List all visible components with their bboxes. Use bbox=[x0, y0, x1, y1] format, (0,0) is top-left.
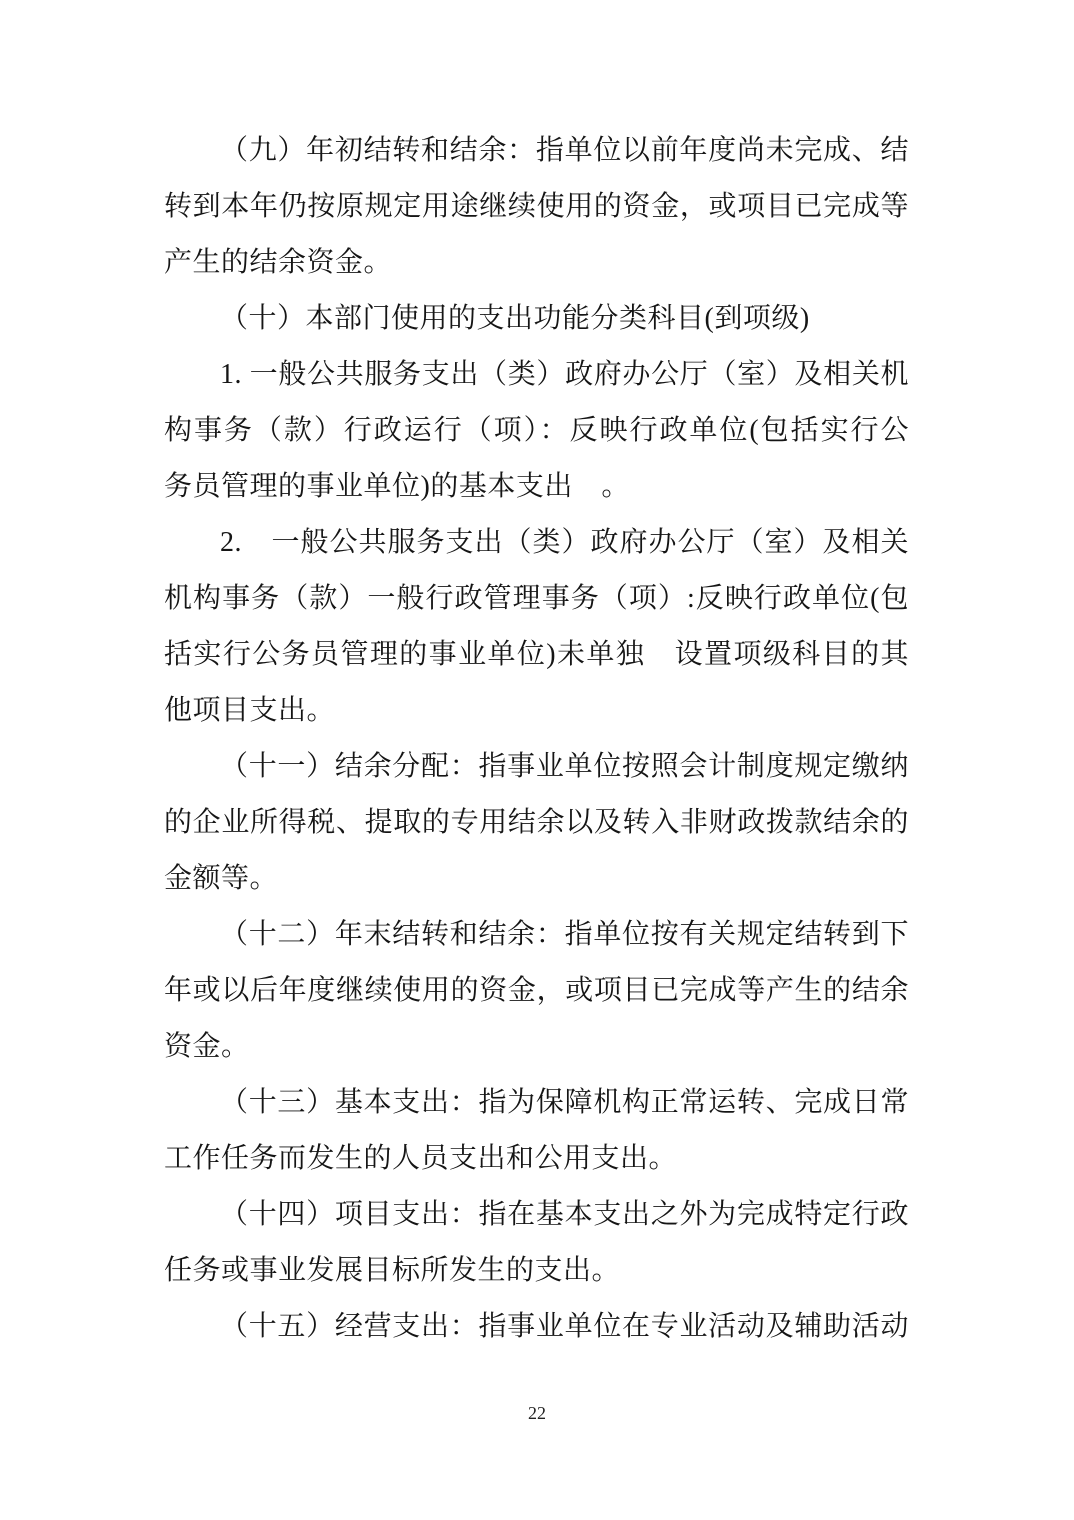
text-line: 2. 一般公共服务支出（类）政府办公厅（室）及相关 bbox=[220, 527, 909, 558]
page-footer bbox=[0, 1403, 1074, 1424]
text-line: 转到本年仍按原规定用途继续使用的资金，或项目已完成等 bbox=[164, 191, 909, 222]
text-line: 工作任务而发生的人员支出和公用支出。 bbox=[164, 1143, 678, 1174]
text-line: 的企业所得税、提取的专用结余以及转入非财政拨款结余的 bbox=[164, 807, 909, 838]
text-line: （九）年初结转和结余：指单位以前年度尚未完成、结 bbox=[220, 135, 909, 166]
text-line: （十四）项目支出：指在基本支出之外为完成特定行政 bbox=[220, 1199, 909, 1230]
page-number: 22 bbox=[528, 1403, 546, 1423]
text-line: （十一）结余分配：指事业单位按照会计制度规定缴纳 bbox=[220, 751, 909, 782]
text-line: 机构事务（款）一般行政管理事务（项）:反映行政单位(包 bbox=[164, 583, 909, 614]
text-line: 任务或事业发展目标所发生的支出。 bbox=[164, 1255, 621, 1286]
text-line: （十三）基本支出：指为保障机构正常运转、完成日常 bbox=[220, 1087, 909, 1118]
text-line: 资金。 bbox=[164, 1031, 250, 1062]
text-line: （十五）经营支出：指事业单位在专业活动及辅助活动 bbox=[220, 1311, 909, 1342]
text-line: 构事务（款）行政运行（项）：反映行政单位(包括实行公 bbox=[164, 415, 909, 446]
text-line: （十）本部门使用的支出功能分类科目(到项级) bbox=[220, 303, 810, 334]
text-line: （十二）年末结转和结余：指单位按有关规定结转到下 bbox=[220, 919, 909, 950]
document-body bbox=[164, 123, 909, 1355]
text-line: 1. 一般公共服务支出（类）政府办公厅（室）及相关机 bbox=[220, 359, 909, 390]
text-line: 务员管理的事业单位)的基本支出 。 bbox=[164, 471, 630, 502]
text-line: 产生的结余资金。 bbox=[164, 247, 393, 278]
text-line: 他项目支出。 bbox=[164, 695, 336, 726]
text-line: 括实行公务员管理的事业单位)未单独 设置项级科目的其 bbox=[164, 639, 909, 670]
text-line: 金额等。 bbox=[164, 863, 279, 894]
text-line: 年或以后年度继续使用的资金，或项目已完成等产生的结余 bbox=[164, 975, 909, 1006]
